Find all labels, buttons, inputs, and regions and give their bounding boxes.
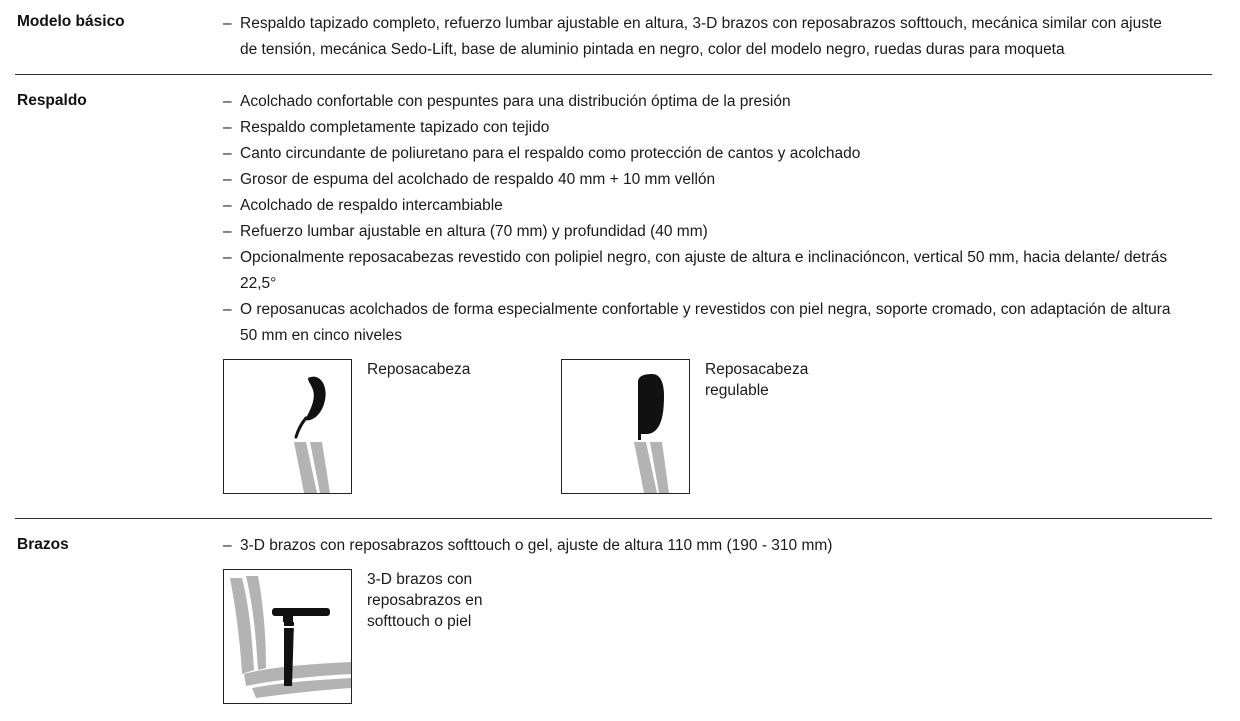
list-item: – Refuerzo lumbar ajustable en altura (70 mm) y profundidad (40 mm) [223, 219, 1183, 245]
list-item: – Acolchado confortable con pespuntes para una distribución óptima de la presión [223, 89, 1183, 115]
list-item: – Acolchado de respaldo intercambiable [223, 193, 1183, 219]
figure-caption-reposacabeza-regulable: Reposacabeza regulable [705, 361, 809, 399]
bullet-dash: – [223, 301, 232, 318]
list-item: – Respaldo tapizado completo, refuerzo lumbar ajustable en altura, 3-D brazos con reposabrazos softtouch, mecánica similar con ajuste de tensión, mecánica Sedo-Lift, base de aluminio pintada en negro, color del modelo negro, ruedas duras para moqueta [223, 11, 1183, 63]
section-label-brazos: Brazos [17, 536, 69, 553]
figure-caption-reposacabeza: Reposacabeza [367, 361, 471, 378]
bullet-dash: – [223, 171, 232, 188]
bullet-dash: – [223, 15, 232, 32]
headrest-adjustable-figure [561, 359, 690, 494]
armrest-figure [223, 569, 352, 704]
bullet-dash: – [223, 249, 232, 266]
figure-caption-brazos: 3-D brazos con reposabrazos en softtouch o piel [367, 571, 483, 630]
section-label-modelo-basico: Modelo básico [17, 13, 125, 30]
respaldo-bullet-list [223, 89, 1183, 349]
section-label-respaldo: Respaldo [17, 92, 87, 109]
list-item: – O reposanucas acolchados de forma especialmente confortable y revestidos con piel negra, soporte cromado, con adaptación de altura 50 mm en cinco niveles [223, 297, 1183, 349]
armrest-3d-icon [224, 570, 351, 703]
bullet-dash: – [223, 119, 232, 136]
bullet-dash: – [223, 537, 232, 554]
bullet-dash: – [223, 197, 232, 214]
headrest-adjustable-icon [562, 360, 689, 493]
list-item: – Opcionalmente reposacabezas revestido con polipiel negro, con ajuste de altura e inclinacióncon, vertical 50 mm, hacia delante/ detrás 22,5° [223, 245, 1183, 297]
list-item: – Grosor de espuma del acolchado de respaldo 40 mm + 10 mm vellón [223, 167, 1183, 193]
bullet-dash: – [223, 93, 232, 110]
brazos-bullet-list [223, 533, 1183, 559]
list-item: – 3-D brazos con reposabrazos softtouch o gel, ajuste de altura 110 mm (190 - 310 mm) [223, 533, 1183, 559]
list-item: – Respaldo completamente tapizado con tejido [223, 115, 1183, 141]
list-item: – Canto circundante de poliuretano para el respaldo como protección de cantos y acolchado [223, 141, 1183, 167]
section-divider [15, 518, 1212, 519]
modelo-bullet-list [223, 11, 1183, 63]
bullet-dash: – [223, 145, 232, 162]
headrest-figure [223, 359, 352, 494]
section-divider [15, 74, 1212, 75]
headrest-curved-icon [224, 360, 351, 493]
bullet-dash: – [223, 223, 232, 240]
